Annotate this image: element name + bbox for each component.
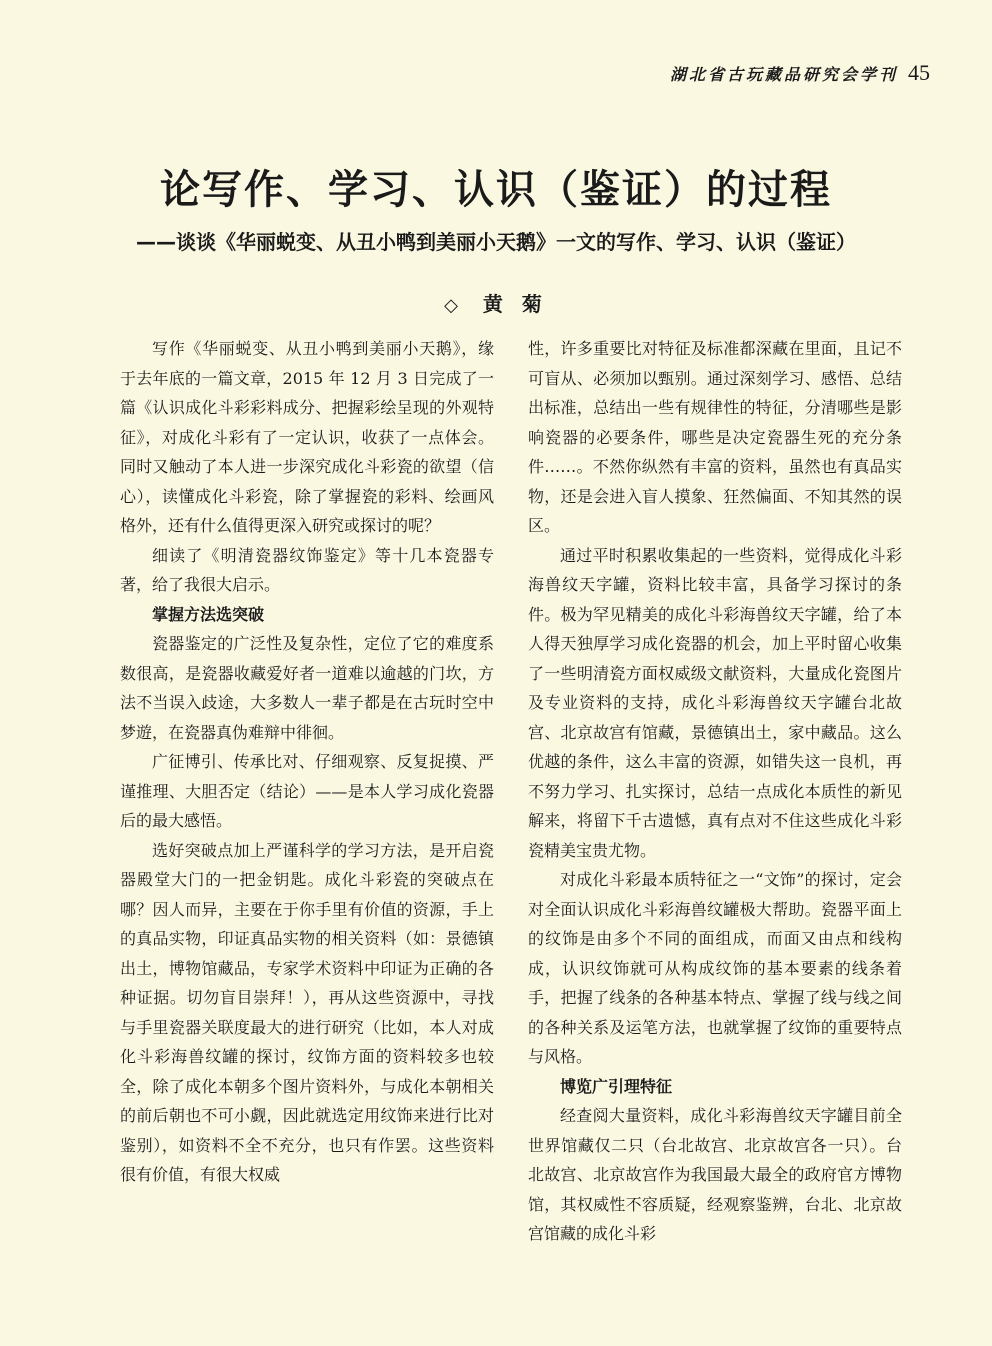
paragraph: 广征博引、传承比对、仔细观察、反复捉摸、严谨推理、大胆否定（结论）——是本人学习成化瓷器后的最大感悟。	[120, 752, 494, 830]
diamond-icon: ◇	[444, 295, 464, 316]
paragraph: 对成化斗彩最本质特征之一“文饰”的探讨，定会对全面认识成化斗彩海兽纹罐极大帮助。瓷器平面上的纹饰是由多个不同的面组成，而面又由点和线构成，认识纹饰就可从构成纹饰的基本要素的线条着手，把握了线条的各种基本特点、掌握了线与线之间的各种关系及运笔方法，也就掌握了纹饰的重要特点与风格。	[528, 870, 902, 1066]
page-number: 45	[908, 60, 930, 85]
section-heading: 博览广引理特征	[560, 1076, 673, 1096]
author-name: 黄 菊	[482, 292, 548, 316]
paragraph: 经查阅大量资料，成化斗彩海兽纹天字罐目前全世界馆藏仅二只（台北故宫、北京故宫各一只）。台北故宫、北京故宫作为我国最大最全的政府官方博物馆，其权威性不容质疑，经观察鉴辨，台北、北京故宫馆藏的成化斗彩	[528, 1106, 902, 1243]
paragraph-continued: 性，许多重要比对特征及标准都深藏在里面，且记不可盲从、必须加以甄别。通过深刻学习、感悟、总结出标准，总结出一些有规律性的特征，分清哪些是影响瓷器的必要条件，哪些是决定瓷器生死的充分条件……。不然你纵然有丰富的资料，虽然也有真品实物，还是会进入盲人摸象、狂然偏面、不知其然的误区。	[528, 339, 902, 535]
journal-name: 湖北省古玩藏品研究会学刊	[669, 65, 898, 84]
paragraph: 瓷器鉴定的广泛性及复杂性，定位了它的难度系数很高，是瓷器收藏爱好者一道难以逾越的门坎，方法不当误入歧途，大多数人一辈子都是在古玩时空中梦遊，在瓷器真伪难辩中徘徊。	[120, 634, 494, 742]
author-line	[0, 288, 992, 317]
paragraph: 选好突破点加上严谨科学的学习方法，是开启瓷器殿堂大门的一把金钥匙。成化斗彩瓷的突破点在哪？因人而异，主要在于你手里有价值的资源，手上的真品实物，印证真品实物的相关资料（如：景德镇出土，博物馆藏品，专家学术资料中印证为正确的各种证据。切勿盲目崇拜！），再从这些资源中，寻找与手里瓷器关联度最大的进行研究（比如，本人对成化斗彩海兽纹罐的探讨，纹饰方面的资料较多也较全，除了成化本朝多个图片资料外，与成化本朝相关的前后朝也不可小觑，因此就选定用纹饰来进行比对鉴别），如资料不全不充分，也只有作罢。这些资料很有价值，有很大权威	[120, 840, 494, 1184]
section-heading: 掌握方法选突破	[152, 604, 265, 624]
left-column	[120, 334, 494, 1190]
paragraph: 通过平时积累收集起的一些资料，觉得成化斗彩海兽纹天字罐，资料比较丰富，具备学习探讨的条件。极为罕见精美的成化斗彩海兽纹天字罐，给了本人得天独厚学习成化瓷器的机会，加上平时留心收集了一些明清瓷方面权威级文献资料，大量成化瓷图片及专业资料的支持，成化斗彩海兽纹天字罐台北故宫、北京故宫有馆藏，景德镇出土，家中藏品。这么优越的条件，这么丰富的资源，如错失这一良机，再不努力学习、扎实探讨，总结一点成化本质性的新见解来，将留下千古遗憾，真有点对不住这些成化斗彩瓷精美宝贵尤物。	[528, 545, 902, 860]
article-title: 论写作、学习、认识（鉴证）的过程	[160, 167, 832, 213]
paragraph: 细读了《明清瓷器纹饰鉴定》等十几本瓷器专著，给了我很大启示。	[120, 545, 494, 594]
running-header	[670, 60, 930, 86]
right-column	[528, 334, 902, 1249]
article-subtitle: ——谈谈《华丽蜕变、从丑小鸭到美丽小天鹅》一文的写作、学习、认识（鉴证）	[136, 230, 856, 254]
paragraph: 写作《华丽蜕变、从丑小鸭到美丽小天鹅》，缘于去年底的一篇文章，2015 年 12 月 3 日完成了一篇《认识成化斗彩彩料成分、把握彩绘呈现的外观特征》，对成化斗彩有了一定认识，收获了一点体会。同时又触动了本人进一步深究成化斗彩瓷的欲望（信心），读懂成化斗彩瓷，除了掌握瓷的彩料、绘画风格外，还有什么值得更深入研究或探讨的呢？	[120, 339, 494, 535]
